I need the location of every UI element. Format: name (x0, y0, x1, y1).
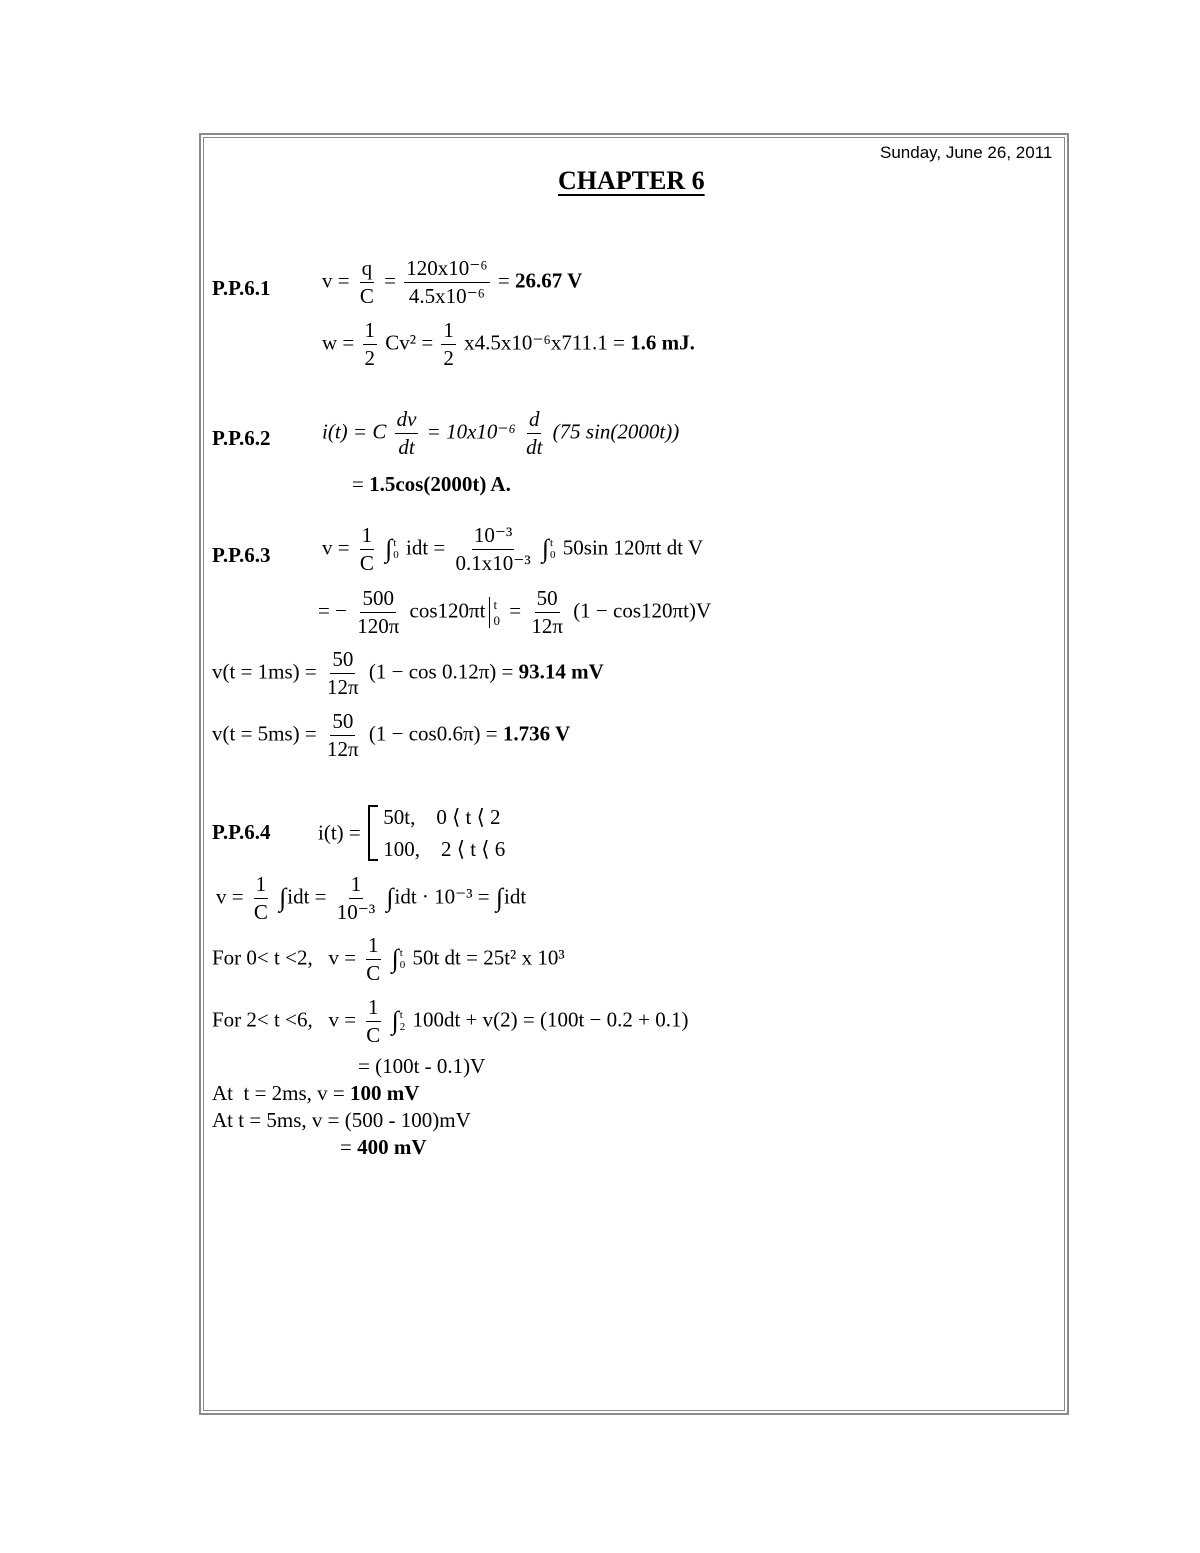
pp61-label: P.P.6.1 (212, 276, 271, 300)
pp63-result-5ms: 1.736 V (502, 721, 571, 746)
pp64-result-2ms: 100 mV (350, 1081, 420, 1105)
pp61-line1: v = $\frac{q}{C}$ = $\frac{\text{120x10⁻⁶}}{\text{4.5x10⁻⁶}}$ = 26.67 V (322, 256, 583, 309)
pp63-line2: = − $\frac{500}{120\pi}$ cos120πt t 0 = $\frac{50}{12\pi}$ (1 − cos120πt)V (318, 586, 712, 639)
pp61-result-voltage: 26.67 V (514, 268, 583, 293)
chapter-title: CHAPTER 6 (558, 166, 705, 195)
integral-sign: ∫ (279, 882, 287, 912)
pp63-line3: v(t = 1ms) = $\frac{50}{12\pi}$ (1 − cos 0.12π) = 93.14 mV (212, 647, 604, 700)
pp64-piecewise: i(t) = 50t, 0 ⟨ t ⟨ 2 100, 2 ⟨ t ⟨ 6 (318, 805, 506, 861)
pp62-line1: i(t) = C $\frac{dv}{dt}$ = 10x10⁻⁶ $\frac{d}{dt}$ (75 sin(2000t)) (322, 407, 680, 460)
integral-sign: ∫ (391, 1005, 399, 1035)
pp64-range2: For 2< t <6, v = $\frac{1}{C}$ ∫ t 2 100dt + v(2) = (100t − 0.2 + 0.1) (212, 995, 689, 1048)
pp61-result-energy: 1.6 mJ. (630, 330, 695, 355)
pp64-result-5ms: 400 mV (357, 1135, 427, 1159)
pp64-at-5ms: At t = 5ms, v = (500 - 100)mV (212, 1108, 471, 1132)
pp63-line1: v = $\frac{1}{C}$ ∫ t 0 idt = $\frac{\text{10⁻³}}{\text{0.1x10⁻³}}$ ∫ t 0 50sin 120πt dt V (322, 523, 704, 576)
pp62-line2: = 1.5cos(2000t) A. (352, 472, 511, 496)
left-bracket (368, 805, 378, 861)
pp63-label: P.P.6.3 (212, 543, 271, 567)
integral-sign: ∫ (391, 943, 399, 973)
integral-sign: ∫ (495, 882, 504, 912)
pp62-result-current: 1.5cos(2000t) A. (369, 472, 511, 496)
pp64-label: P.P.6.4 (212, 820, 271, 844)
integral-sign: ∫ (541, 533, 550, 563)
pp64-at-2ms: At t = 2ms, v = 100 mV (212, 1081, 420, 1105)
integral-sign: ∫ (386, 882, 394, 912)
pp63-result-1ms: 93.14 mV (518, 659, 604, 684)
pp63-line4: v(t = 5ms) = $\frac{50}{12\pi}$ (1 − cos0.6π) = 1.736 V (212, 709, 571, 762)
integral-sign: ∫ (385, 533, 393, 563)
pp64-range2-simplified: = (100t - 0.1)V (358, 1054, 486, 1078)
pp62-label: P.P.6.2 (212, 426, 271, 450)
pp64-range1: For 0< t <2, v = $\frac{1}{C}$ ∫ t 0 50t dt = 25t² x 10³ (212, 933, 565, 986)
evaluation-bar: t 0 (489, 597, 500, 628)
pp64-voltage-def: v = $\frac{1}{C}$ ∫idt = $\frac{1}{\text{10⁻³}}$ ∫idt · 10⁻³ = ∫idt (216, 872, 527, 925)
page-date: Sunday, June 26, 2011 (880, 143, 1053, 162)
pp64-final: = 400 mV (340, 1135, 427, 1159)
pp61-line2: w = $\frac{1}{2}$ Cv² = $\frac{1}{2}$ x4.5x10⁻⁶x711.1 = 1.6 mJ. (322, 318, 695, 371)
